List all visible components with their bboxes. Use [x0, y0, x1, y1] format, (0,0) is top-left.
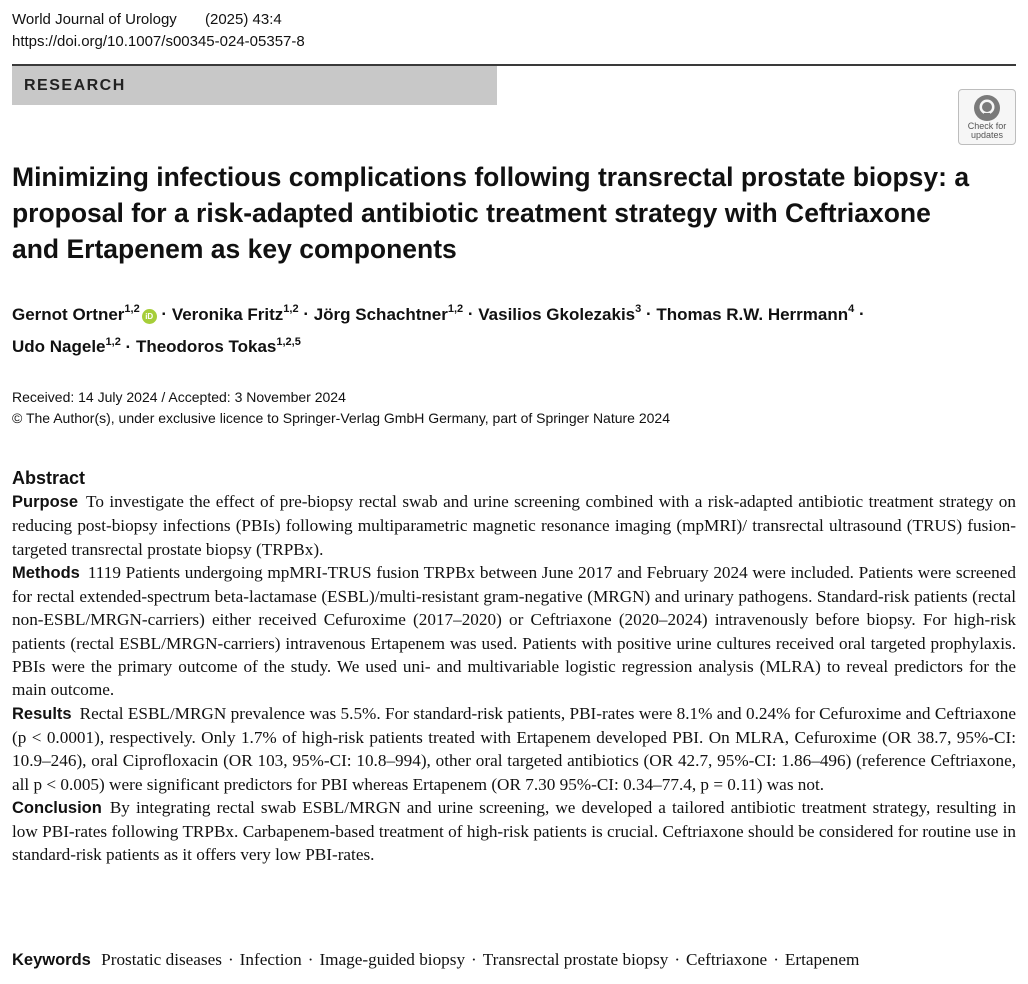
abstract-methods — [12, 561, 1016, 702]
keyword[interactable]: Ertapenem — [784, 950, 860, 969]
journal-name: World Journal of Urology — [12, 11, 177, 28]
keyword[interactable]: Infection — [239, 950, 302, 969]
keywords-label: Keywords — [12, 951, 91, 969]
author[interactable]: Udo Nagele$^{1,2}$ — [12, 335, 121, 357]
keyword[interactable]: Transrectal prostate biopsy — [482, 950, 669, 969]
article-title: Minimizing infectious complications following transrectal prostate biopsy: a proposal for a risk-adapted antibiotic treatment strategy with Ceftriaxone and Ertapenem as key components — [12, 162, 970, 264]
abstract-conclusion — [12, 796, 1016, 867]
copyright-notice: © The Author(s), under exclusive licence to Springer-Verlag GmbH Germany, part of Springer Nature 2024 — [12, 410, 670, 426]
keyword[interactable]: Ceftriaxone — [686, 950, 768, 969]
check-for-updates-icon — [973, 94, 1001, 122]
abstract-purpose — [12, 490, 1016, 561]
purpose-label: Purpose — [12, 493, 79, 511]
results-label: Results — [12, 704, 72, 723]
author[interactable]: Vasilios Gkolezakis$^3$ — [478, 303, 642, 324]
doi-link[interactable]: https://doi.org/10.1007/s00345-024-05357-8 — [12, 33, 305, 50]
author[interactable]: Jörg Schachtner$^{1,2}$ — [313, 303, 464, 324]
author[interactable]: Thomas R.W. Herrmann$^4$ — [656, 303, 855, 324]
methods-text: 1119 Patients undergoing mpMRI-TRUS fusion TRPBx between June 2017 and February 2024 were included. Patients were screened for rectal extended-spectrum beta-lactamase (ESBL)/multi-resistant gram-negative (MRGN) and urinary pathogens. Standard-risk patients (rectal non-ESBL/MRGN-carriers) either received Cefuroxime (2017–2020) or Ceftriaxone (2020–2024) intravenously before biopsy. For high-risk patients (rectal ESBL/MRGN-carriers) intravenous Ertapenem was used. Patients with positive urine cultures received oral targeted prophylaxis. PBIs were the primary outcome of the study. We used uni- and multivariable logistic regression analysis (MLRA) to reveal predictors for the main outcome. — [12, 562, 1016, 700]
publication-dates — [12, 387, 670, 429]
keyword[interactable]: Prostatic diseases — [101, 950, 222, 969]
check-for-updates-line2: updates — [970, 130, 1004, 140]
author-list: Gernot Ortner$^{1,2}$iD · Veronika Fritz$^{1,2}$ · Jörg Schachtner$^{1,2}$ · Vasilios Gkolezakis$^3$ · Thomas R.W. Herrmann$^4$ · Udo Nagele$^{1,2}$ · Theodoros Tokas$^{1,2,5}$ — [12, 303, 865, 357]
received-accepted: Received: 14 July 2024 / Accepted: 3 November 2024 — [12, 389, 346, 405]
author[interactable]: Gernot Ortner$^{1,2}$ — [12, 303, 140, 324]
journal-header — [12, 9, 305, 53]
conclusion-text: By integrating rectal swab ESBL/MRGN and urine screening, we developed a tailored antibiotic treatment strategy, resulting in low PBI-rates following TRPBx. Carbapenem-based treatment of high-risk patients is crucial. Ceftriaxone should be considered for routine use in standard-risk patients as it offers very low PBI-rates. — [12, 797, 1016, 865]
results-text: Rectal ESBL/MRGN prevalence was 5.5%. For standard-risk patients, PBI-rates were 8.1% and 0.24% for Cefuroxime and Ceftriaxone (p < 0.0001), respectively. Only 1.7% of high-risk patients treated with Ertapenem developed PBI. On MLRA, Cefuroxime (OR 38.7, 95%-CI: 10.9–246), oral Ciprofloxacin (OR 103, 95%-CI: 10.8–994), other oral targeted antibiotics (OR 42.7, 95%-CI: 1.86–496) (reference Ceftriaxone, all p < 0.005) were significant predictors for PBI whereas Ertapenem (OR 7.30 95%-CI: 0.34–77.4, p = 0.11) was not. — [12, 703, 1016, 794]
conclusion-label: Conclusion — [12, 798, 102, 817]
methods-label: Methods — [12, 563, 80, 582]
author[interactable]: Veronika Fritz$^{1,2}$ — [171, 303, 299, 324]
abstract-body — [12, 490, 1016, 867]
check-for-updates-badge[interactable] — [958, 89, 1016, 145]
abstract-heading: Abstract — [12, 468, 86, 488]
abstract-results — [12, 702, 1016, 796]
check-for-updates-line1: Check for — [967, 121, 1007, 131]
orcid-icon[interactable]: iD — [142, 309, 157, 324]
keywords: Keywords Prostatic diseases · Infection · Image-guided biopsy · Transrectal prostate biopsy · Ceftriaxone · Ertapenem — [12, 950, 860, 969]
keyword[interactable]: Image-guided biopsy — [319, 950, 466, 969]
purpose-text: To investigate the effect of pre-biopsy rectal swab and urine screening combined with a risk-adapted antibiotic treatment strategy on reducing post-biopsy infections (PBIs) following multiparametric magnetic resonance imaging (mpMRI)/ transrectal ultrasound (TRUS) fusion-targeted transrectal prostate biopsy (TRPBx). — [12, 492, 1016, 559]
article-type-banner: RESEARCH — [12, 66, 497, 105]
journal-volume: (2025) 43:4 — [205, 11, 282, 28]
author[interactable]: Theodoros Tokas$^{1,2,5}$ — [135, 335, 301, 357]
